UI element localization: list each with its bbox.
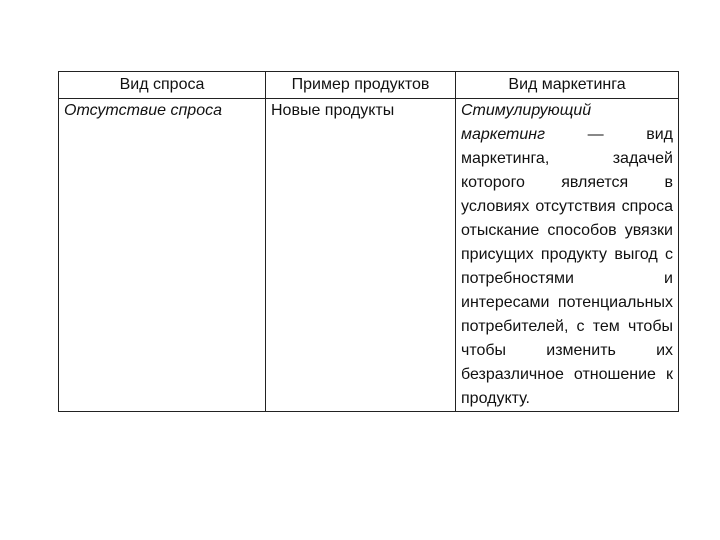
cell-product-example: Новые продукты	[266, 99, 456, 412]
demand-marketing-table	[58, 71, 679, 412]
marketing-name: Стимулирующий маркетинг	[461, 102, 592, 143]
table-header-row	[59, 72, 679, 99]
header-marketing-type: Вид маркетинга	[456, 72, 679, 99]
table-row	[59, 99, 679, 412]
header-demand-type: Вид спроса	[59, 72, 266, 99]
header-product-example: Пример продуктов	[266, 72, 456, 99]
cell-demand-type: Отсутствие спроса	[59, 99, 266, 412]
marketing-description: — вид маркетинга, задачей которого является в условиях отсутствия спроса отыскание способов увязки присущих продукту выгод с потребностями и интересами потенциальных потребителей, с тем чтобы чтобы изменить их безразличное отношение к продукту.	[461, 126, 673, 407]
cell-marketing-type	[456, 99, 679, 412]
